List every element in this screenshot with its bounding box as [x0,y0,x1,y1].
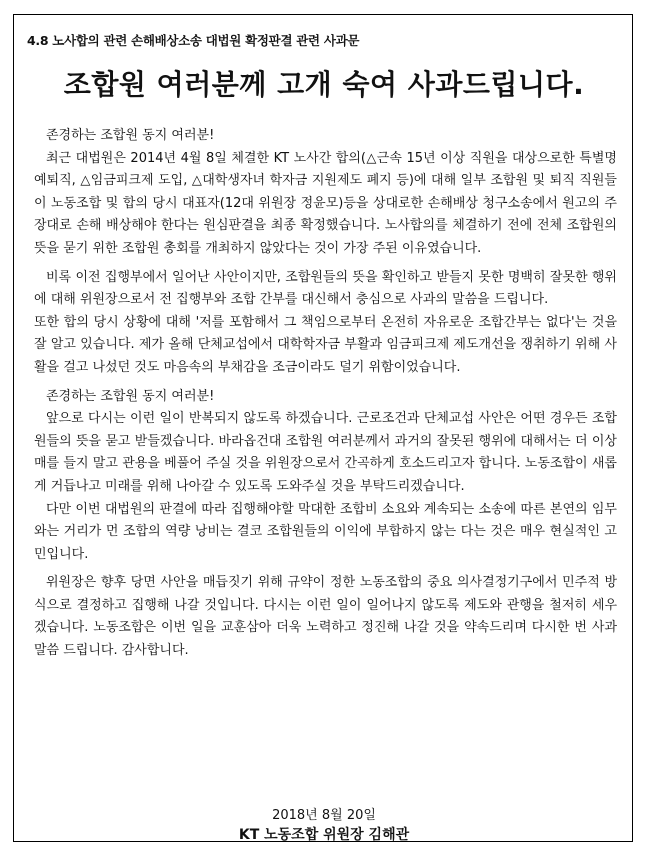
notice-body [34,125,617,663]
notice-signature: KT 노동조합 위원장 김해관 [238,827,410,843]
paragraph-3: 또한 합의 당시 상황에 대해 '저를 포함해서 그 책임으로부터 온전히 자유로운 조합간부는 없다'는 것을 잘 알고 있습니다. 제가 올해 단체교섭에서 대학학자금 부활과 임금피크제 제도개선을 쟁취하기 위해 사활을 걸고 나섰던 것도 마음속의 부채감을 조금이라도 덜기 위함이었습니다. [34,314,617,375]
notice-date: 2018년 8월 20일 [272,808,376,823]
paragraph-4: 앞으로 다시는 이런 일이 반복되지 않도록 하겠습니다. 근로조건과 단체교섭 사안은 어떤 경우든 조합원들의 뜻을 묻고 받들겠습니다. 바라옵건대 조합원 여러분께서 과거의 잘못된 행위에 대해서는 더 이상 매를 들지 말고 관용을 베풀어 주실 것을 위원장으로서 간곡하게 호소드리고자 합니다. 노동조합이 새롭게 거듭나고 미래를 위해 나아갈 수 있도록 도와주실 것을 부탁드리겠습니다. [34,411,617,494]
paragraph-5: 다만 이번 대법원의 판결에 따라 집행해야할 막대한 조합비 소요와 계속되는 소송에 따른 본연의 임무와는 거리가 먼 조합의 역량 낭비는 결코 조합원들의 이익에 부합하지 않는 다는 것은 매우 현실적인 고민입니다. [34,501,617,562]
notice-subtitle: 4.8 노사합의 관련 손해배상소송 대법원 확정판결 관련 사과문 [27,33,360,48]
notice-frame [13,14,633,842]
paragraph-6: 위원장은 향후 당면 사안을 매듭짓기 위해 규약이 정한 노동조합의 중요 의사결정기구에서 민주적 방식으로 결정하고 집행해 나갈 것입니다. 다시는 이런 일이 일어나지 않도록 제도와 관행을 철저히 세우겠습니다. 노동조합은 이번 일을 교훈삼아 더욱 노력하고 정진해 나갈 것을 약속드리며 다시한 번 사과 말씀 드립니다. 감사합니다. [34,575,617,659]
paragraph-1: 최근 대법원은 2014년 4월 8일 체결한 KT 노사간 합의(△근속 15년 이상 직원을 대상으로한 특별명예퇴직, △임금피크제 도입, △대학생자녀 학자금 지원제도 폐지 등)에 대해 일부 조합원 및 퇴직 직원들이 노동조합 및 합의 당시 대표자(12대 위원장 정윤모)등을 상대로한 손해배상 청구소송에서 원고의 주장대로 손해 배상해야 한다는 원심판결을 최종 확정했습니다. 노사합의를 체결하기 전에 전체 조합원의 뜻을 묻기 위한 조합원 총회를 개최하지 않았다는 것이 가장 주된 이유였습니다. [34,150,617,256]
greeting-1: 존경하는 조합원 동지 여러분! [46,128,215,143]
greeting-2: 존경하는 조합원 동지 여러분! [46,388,215,404]
paragraph-2: 비록 이전 집행부에서 일어난 사안이지만, 조합원들의 뜻을 확인하고 받들지 못한 명백히 잘못한 행위에 대해 위원장으로서 전 집행부와 조합 간부를 대신해서 충심으로 사과의 말씀을 드립니다. [34,269,617,308]
notice-title: 조합원 여러분께 고개 숙여 사과드립니다. [63,68,585,101]
